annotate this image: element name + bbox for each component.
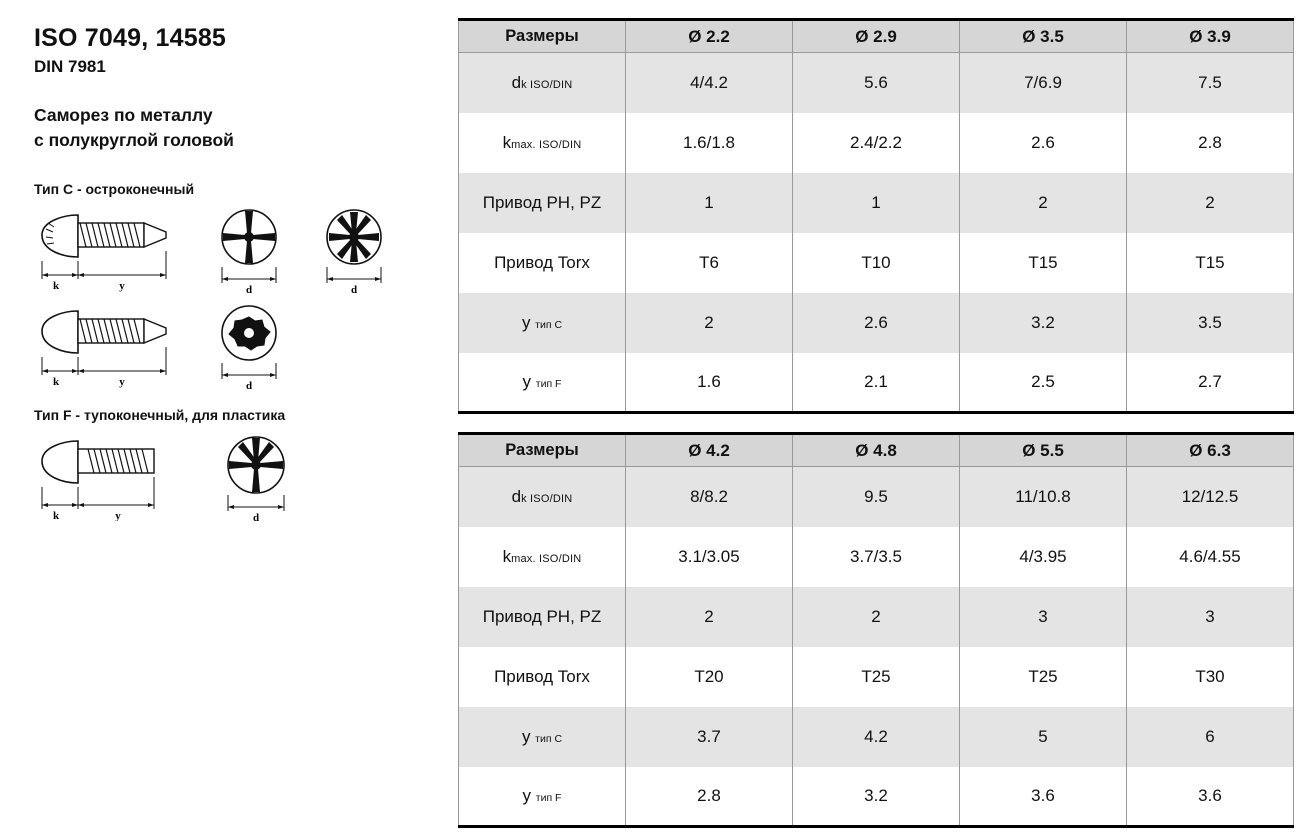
table1-header-col2: Ø 2.9 (793, 20, 960, 53)
cell: 4/4.2 (626, 53, 793, 113)
cell: 5.6 (793, 53, 960, 113)
table1-header-col3: Ø 3.5 (960, 20, 1127, 53)
table-row (459, 233, 1294, 293)
cell: 1 (793, 173, 960, 233)
cell: T20 (626, 647, 793, 707)
screw-side-view-type-f-icon (34, 431, 199, 521)
figure-row-type-c-2 (34, 301, 441, 389)
table-row (459, 173, 1294, 233)
cell: 2.6 (793, 293, 960, 353)
cell: 2 (960, 173, 1127, 233)
dim-label-dk-2: d (350, 283, 358, 293)
standard-subtitle: DIN 7981 (34, 57, 106, 76)
cell: 11/10.8 (960, 467, 1127, 527)
table1-header-col1: Ø 2.2 (626, 20, 793, 53)
cell: T6 (626, 233, 793, 293)
cell: 5 (960, 707, 1127, 767)
cell: 2.8 (1127, 113, 1294, 173)
product-description (34, 103, 441, 153)
product-description-line2: с полукруглой головой (34, 129, 234, 150)
row-label: y тип F (459, 767, 626, 827)
dim-label-y-2: y (119, 375, 125, 388)
cell: T15 (1127, 233, 1294, 293)
table-row (459, 53, 1294, 113)
table2-header-col4: Ø 6.3 (1127, 434, 1294, 467)
cell: 2.4/2.2 (793, 113, 960, 173)
pozidriv-head-top-view-icon (309, 205, 399, 293)
table-row (459, 767, 1294, 827)
type-f-caption: Тип F - тупоконечный, для пластика (34, 406, 286, 423)
type-c-caption: Тип C - остроконечный (34, 180, 195, 197)
screw-side-view-type-c-icon (34, 205, 194, 293)
dim-label-k-3: k (52, 509, 60, 521)
cell: 3.2 (960, 293, 1127, 353)
cell: 1 (626, 173, 793, 233)
table-row (459, 587, 1294, 647)
row-label: dk ISO/DIN (459, 53, 626, 113)
cell: 3 (960, 587, 1127, 647)
cell: 3.6 (1127, 767, 1294, 827)
row-label: Привод Torx (459, 647, 626, 707)
figure-row-type-f (34, 431, 441, 527)
dim-label-k-2: k (52, 375, 60, 388)
cell: 7/6.9 (960, 53, 1127, 113)
cell: 3 (1127, 587, 1294, 647)
cell: 6 (1127, 707, 1294, 767)
cell: T15 (960, 233, 1127, 293)
dimension-tables (458, 18, 1293, 828)
row-label: y тип C (459, 707, 626, 767)
product-info-panel (0, 0, 455, 837)
cell: 2 (626, 293, 793, 353)
row-label: kmax. ISO/DIN (459, 113, 626, 173)
cell: 1.6/1.8 (626, 113, 793, 173)
phillips-head-top-view-2-icon (209, 431, 304, 521)
table-row (459, 293, 1294, 353)
phillips-head-top-view-icon (204, 205, 294, 293)
cell: 2.1 (793, 353, 960, 413)
cell: 3.1/3.05 (626, 527, 793, 587)
dim-label-y: y (119, 279, 125, 292)
table1-header-col4: Ø 3.9 (1127, 20, 1294, 53)
table2-header-col2: Ø 4.8 (793, 434, 960, 467)
table1-header-label: Размеры (459, 20, 626, 53)
cell: 3.7/3.5 (793, 527, 960, 587)
dim-label-y-3: y (115, 509, 121, 521)
cell: 2 (1127, 173, 1294, 233)
cell: 2.7 (1127, 353, 1294, 413)
row-label: Привод PH, PZ (459, 173, 626, 233)
cell: 12/12.5 (1127, 467, 1294, 527)
dim-label-k: k (52, 279, 60, 292)
cell: 3.6 (960, 767, 1127, 827)
cell: T10 (793, 233, 960, 293)
row-label: Привод Torx (459, 233, 626, 293)
product-description-line1: Саморез по металлу (34, 105, 213, 125)
dim-label-dk-4: d (252, 511, 260, 521)
cell: 2.8 (626, 767, 793, 827)
cell: 2 (793, 587, 960, 647)
cell: T25 (793, 647, 960, 707)
table2-header-col1: Ø 4.2 (626, 434, 793, 467)
cell: 1.6 (626, 353, 793, 413)
table-row (459, 467, 1294, 527)
cell: T30 (1127, 647, 1294, 707)
row-label: y тип C (459, 293, 626, 353)
table-row (459, 707, 1294, 767)
table-row (459, 113, 1294, 173)
cell: T25 (960, 647, 1127, 707)
table-row (459, 353, 1294, 413)
cell: 2.6 (960, 113, 1127, 173)
cell: 2.5 (960, 353, 1127, 413)
table2-header-label: Размеры (459, 434, 626, 467)
cell: 4.2 (793, 707, 960, 767)
cell: 3.5 (1127, 293, 1294, 353)
figure-row-type-c-1 (34, 205, 441, 293)
row-label: y тип F (459, 353, 626, 413)
dim-label-dk: d (245, 283, 253, 293)
table-header-row (459, 20, 1294, 53)
cell: 4.6/4.55 (1127, 527, 1294, 587)
row-label: kmax. ISO/DIN (459, 527, 626, 587)
row-label: dk ISO/DIN (459, 467, 626, 527)
cell: 3.7 (626, 707, 793, 767)
cell: 2 (626, 587, 793, 647)
cell: 9.5 (793, 467, 960, 527)
dimension-table-1 (458, 18, 1294, 414)
table-header-row (459, 434, 1294, 467)
page-title: ISO 7049, 14585 (34, 24, 227, 52)
dimension-table-2 (458, 432, 1294, 828)
cell: 3.2 (793, 767, 960, 827)
table2-header-col3: Ø 5.5 (960, 434, 1127, 467)
cell: 7.5 (1127, 53, 1294, 113)
cell: 4/3.95 (960, 527, 1127, 587)
table-row (459, 647, 1294, 707)
cell: 8/8.2 (626, 467, 793, 527)
row-label: Привод PH, PZ (459, 587, 626, 647)
table-row (459, 527, 1294, 587)
screw-side-view-type-c-2-icon (34, 301, 194, 389)
torx-head-top-view-icon (204, 301, 294, 389)
dim-label-dk-3: d (245, 379, 253, 389)
